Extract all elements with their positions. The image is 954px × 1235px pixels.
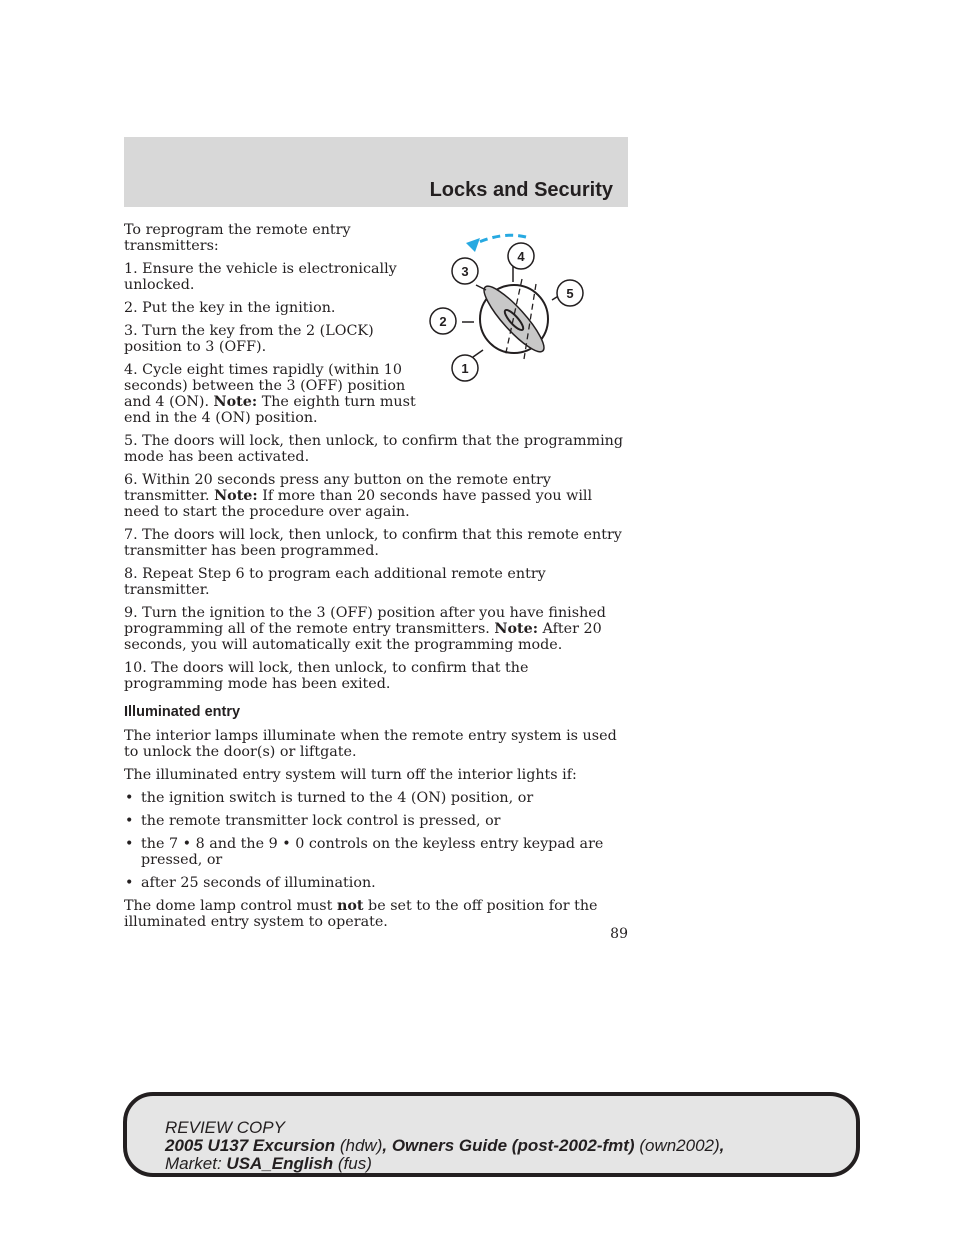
label-1	[452, 355, 478, 381]
list-item: • after 25 seconds of illumination.	[124, 875, 628, 891]
step-4-text: 4. Cycle eight times rapidly (within 10 seconds) between the 3 (OFF) position and 4 (ON).	[124, 362, 406, 410]
ignition-diagram-svg	[428, 222, 628, 402]
illuminated-paragraph-1: The interior lamps illuminate when the remote entry system is used to unlock the door(s) or liftgate.	[124, 728, 617, 760]
step-9-note: After 20 seconds, you will automatically exit the programming mode.	[124, 621, 602, 653]
rotation-arrow-head-icon	[466, 238, 480, 252]
label-4	[508, 243, 534, 269]
step-3: 3. Turn the key from the 2 (LOCK) position to 3 (OFF).	[124, 323, 374, 355]
step-2: 2. Put the key in the ignition.	[124, 300, 336, 316]
step-9-text: 9. Turn the ignition to the 3 (OFF) position after you have finished programming all of the remote entry transmitters.	[124, 605, 606, 637]
page-content	[124, 222, 628, 937]
step-6-text: 6. Within 20 seconds press any button on the remote entry transmitter.	[124, 472, 551, 504]
leader-1	[473, 350, 483, 357]
svg-text:3: 3	[461, 264, 469, 279]
step-9-note-label: Note:	[494, 621, 538, 637]
closing-paragraph	[124, 898, 628, 930]
label-3	[452, 258, 478, 284]
closing-bold: not	[336, 898, 364, 914]
footer-guide: Owners Guide (post-2002-fmt)	[391, 1136, 635, 1155]
svg-text:4: 4	[517, 249, 525, 264]
step-10: 10. The doors will lock, then unlock, to confirm that the programming mode has been exited.	[124, 660, 529, 692]
page-number: 89	[610, 926, 628, 942]
step-4-note: The eighth turn must end in the 4 (ON) position.	[124, 394, 416, 426]
footer-model-code: (hdw)	[339, 1136, 383, 1155]
closing-text-a: The dome lamp control must	[124, 898, 333, 914]
closing-text-b: be set to the off position for the illuminated entry system to operate.	[124, 898, 598, 930]
footer-line-3	[165, 1155, 724, 1173]
label-5	[557, 280, 583, 306]
step-6-note: If more than 20 seconds have passed you will need to start the procedure over again.	[124, 488, 593, 520]
section-title: Locks and Security	[429, 179, 613, 201]
bullet-list	[124, 790, 628, 891]
footer-guide-code: (own2002)	[639, 1136, 720, 1155]
step-6-note-label: Note:	[214, 488, 258, 504]
step-4-note-label: Note:	[213, 394, 258, 410]
step-8: 8. Repeat Step 6 to program each additional remote entry transmitter.	[124, 566, 546, 598]
review-copy-footer	[123, 1092, 860, 1177]
header-band	[124, 137, 628, 207]
footer-sep-2: ,	[719, 1136, 725, 1155]
step-6	[124, 472, 628, 520]
svg-text:2: 2	[439, 314, 447, 329]
list-item: • the ignition switch is turned to the 4 (ON) position, or	[124, 790, 628, 806]
footer-market-code: (fus)	[337, 1154, 372, 1173]
step-9	[124, 605, 628, 653]
subheading-illuminated-entry: Illuminated entry	[124, 704, 241, 720]
footer-market-label: Market:	[165, 1154, 222, 1173]
step-7: 7. The doors will lock, then unlock, to confirm that this remote entry transmitter has been programmed.	[124, 527, 622, 559]
step-5: 5. The doors will lock, then unlock, to confirm that the programming mode has been activated.	[124, 433, 624, 465]
footer-model: 2005 U137 Excursion	[165, 1136, 336, 1155]
label-2	[430, 308, 456, 334]
list-item: • the 7 • 8 and the 9 • 0 controls on the keyless entry keypad are pressed, or	[124, 836, 628, 868]
list-item: • the remote transmitter lock control is pressed, or	[124, 813, 628, 829]
illuminated-paragraph-2: The illuminated entry system will turn off the interior lights if:	[124, 767, 577, 783]
footer-line-1: REVIEW COPY	[165, 1118, 285, 1137]
step-1: 1. Ensure the vehicle is electronically unlocked.	[124, 261, 397, 293]
svg-text:5: 5	[566, 286, 574, 301]
svg-text:1: 1	[461, 361, 469, 376]
footer-sep-1: ,	[382, 1136, 388, 1155]
footer-text	[165, 1119, 724, 1173]
ignition-diagram	[428, 222, 628, 402]
footer-market: USA_English	[226, 1154, 334, 1173]
footer-line-2	[165, 1137, 724, 1155]
intro-paragraph: To reprogram the remote entry transmitters:	[124, 222, 351, 254]
